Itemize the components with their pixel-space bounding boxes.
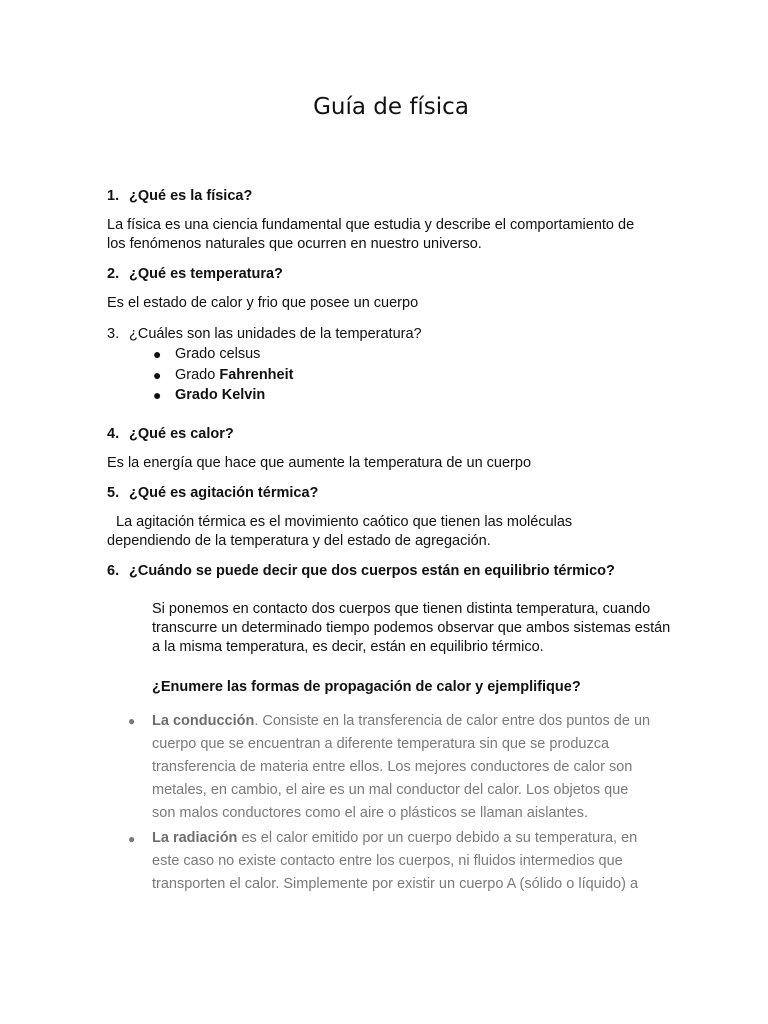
answer-line: los fenómenos naturales que ocurren en nuestro universo. xyxy=(107,236,482,252)
paragraph-line: transferencia de materia entre ellos. Los mejores conductores de calor son xyxy=(152,759,633,775)
question-1 xyxy=(107,188,252,204)
paragraph-line: La conducción. Consiste en la transferencia de calor entre dos puntos de un xyxy=(152,713,651,729)
list-item: ● Grado Kelvin xyxy=(175,385,293,406)
bullet-icon: ● xyxy=(153,387,162,403)
bullet-icon: ● xyxy=(153,346,162,362)
question-7: ¿Enumere las formas de propagación de calor y ejemplifique? xyxy=(152,679,581,695)
answer-line: a la misma temperatura, es decir, están en equilibrio térmico. xyxy=(152,639,544,655)
answer-line: La agitación térmica es el movimiento caótico que tienen las moléculas xyxy=(116,514,573,530)
question-5 xyxy=(107,485,318,501)
document-title: Guía de física xyxy=(313,94,469,120)
paragraph-line: cuerpo que se encuentran a diferente temperatura sin que se produzca xyxy=(152,736,610,752)
question-3 xyxy=(107,325,422,344)
question-2 xyxy=(107,266,283,282)
question-number: 2. xyxy=(107,266,120,282)
answer-line: transcurre un determinado tiempo podemos observar que ambos sistemas están xyxy=(152,620,671,636)
answer-5 xyxy=(107,513,572,551)
conduccion-paragraph xyxy=(152,710,650,825)
answer-4: Es la energía que hace que aumente la temperatura de un cuerpo xyxy=(107,455,532,471)
term-conduccion: La conducción xyxy=(152,713,255,729)
question-number: 1. xyxy=(107,188,120,204)
term-radiacion: La radiación xyxy=(152,830,238,846)
radiacion-paragraph xyxy=(152,827,638,896)
answer-6 xyxy=(152,600,670,657)
answer-line: Si ponemos en contacto dos cuerpos que tienen distinta temperatura, cuando xyxy=(152,601,651,617)
question-number: 5. xyxy=(107,485,120,501)
question-number: 3. xyxy=(107,326,120,342)
list-item: ● Grado Fahrenheit xyxy=(175,365,293,386)
answer-line: dependiendo de la temperatura y del estado de agregación. xyxy=(107,533,491,549)
question-6 xyxy=(107,563,615,579)
answer-1 xyxy=(107,216,634,254)
question-number: 6. xyxy=(107,563,120,579)
paragraph-line: transporten el calor. Simplemente por existir un cuerpo A (sólido o líquido) a xyxy=(152,876,639,892)
question-text: ¿Cuáles son las unidades de la temperatura? xyxy=(129,326,422,342)
question-4 xyxy=(107,426,234,442)
question-number: 4. xyxy=(107,426,120,442)
paragraph-line: este caso no existe contacto entre los cuerpos, ni fluidos intermedios que xyxy=(152,853,623,869)
question-text: ¿Qué es calor? xyxy=(129,426,234,442)
temperature-units-list xyxy=(153,344,294,406)
question-text: ¿Qué es la física? xyxy=(129,188,253,204)
answer-2: Es el estado de calor y frio que posee un cuerpo xyxy=(107,295,419,311)
paragraph-line: metales, en cambio, el aire es un mal conductor del calor. Los objetos que xyxy=(152,782,629,798)
paragraph-line: son malos conductores como el aire o plásticos se llaman aislantes. xyxy=(152,805,589,821)
answer-line: La física es una ciencia fundamental que estudia y describe el comportamiento de xyxy=(107,217,635,233)
bullet-icon: ● xyxy=(153,366,162,383)
paragraph-line: La radiación es el calor emitido por un cuerpo debido a su temperatura, en xyxy=(152,830,638,846)
list-item: ● Grado celsus xyxy=(175,344,293,365)
bullet-icon: ● xyxy=(128,714,136,728)
question-text: ¿Qué es temperatura? xyxy=(129,266,283,282)
bullet-icon: ● xyxy=(128,832,136,846)
question-text: ¿Cuándo se puede decir que dos cuerpos están en equilibrio térmico? xyxy=(129,563,615,579)
question-text: ¿Qué es agitación térmica? xyxy=(129,485,319,501)
